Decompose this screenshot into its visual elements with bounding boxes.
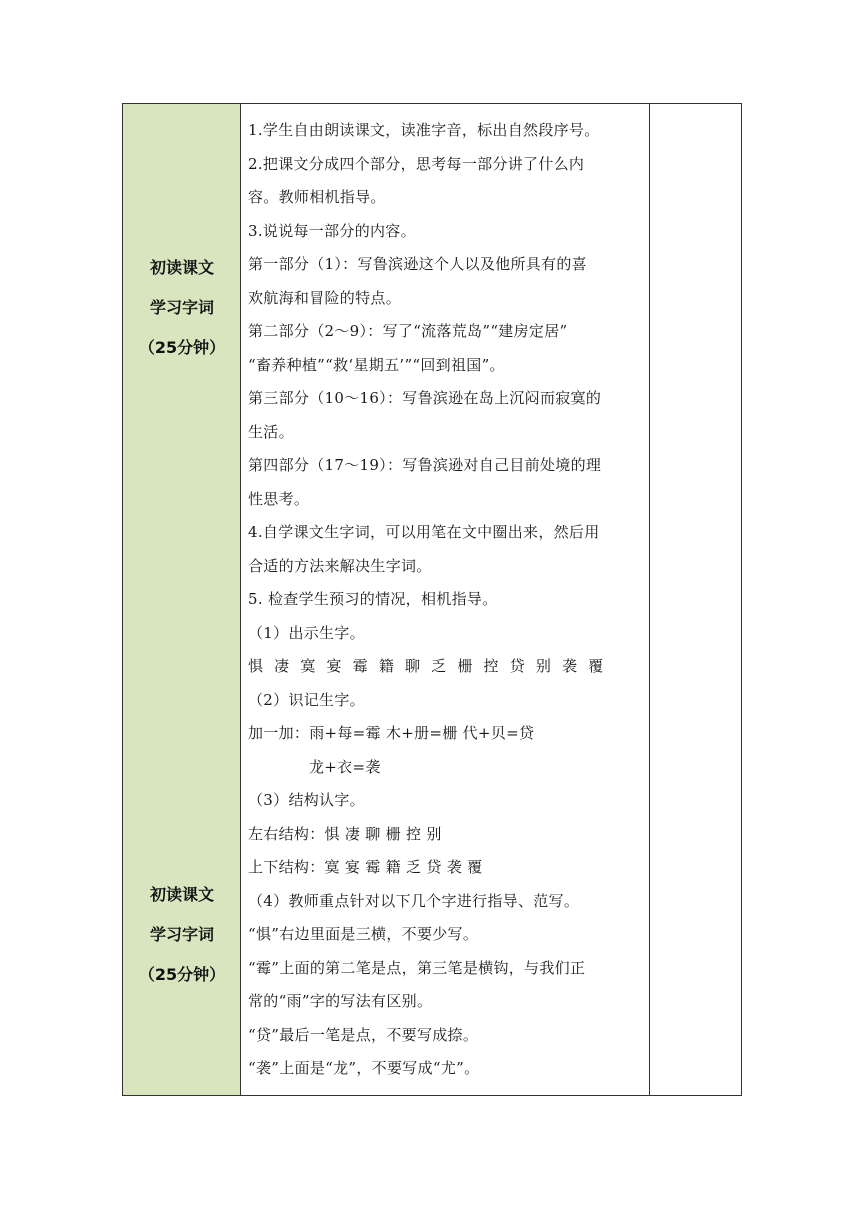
text-line: 常的“雨”字的写法有区别。 [248,992,433,1010]
text-line: “贷”最后一笔是点，不要写成捺。 [248,1025,479,1044]
text-line: 1.学生自由朗读课文，读准字音，标出自然段序号。 [248,121,600,139]
text-line: 第四部分（17～19）：写鲁滨逊对自己目前处境的理 [248,456,602,474]
text-line: （1）出示生字。 [248,623,365,642]
text-line: 第二部分（2～9）：写了“流落荒岛”“建房定居” [248,322,568,340]
text-line: 加一加：雨+每=霉 木+册=栅 代+贝=贷 [248,724,535,742]
text-line: 龙+衣=袭 [309,757,381,776]
text-line: 生活。 [248,422,294,441]
lesson-content [248,114,648,1086]
label-line-3: （25分钟） [138,965,226,984]
section-label-top [123,248,241,368]
text-line: “袭”上面是“龙”，不要写成“尤”。 [248,1059,480,1077]
text-line: 合适的方法来解决生字词。 [248,556,432,575]
label-line-2: 学习字词 [149,298,214,317]
text-line: 4.自学课文生字词，可以用笔在文中圈出来，然后用 [248,523,600,541]
text-line: “惧”右边里面是三横，不要少写。 [248,925,479,943]
text-line: （3）结构认字。 [248,791,365,809]
text-line: 左右结构：惧 凄 聊 栅 控 别 [248,824,442,843]
text-line: 上下结构：寞 宴 霉 籍 乏 贷 袭 覆 [248,858,483,876]
new-characters-line: 惧 凄 寞 宴 霉 籍 聊 乏 栅 控 贷 别 袭 覆 [248,657,607,675]
text-line: （4）教师重点针对以下几个字进行指导、范写。 [248,891,580,910]
text-line: 3.说说每一部分的内容。 [248,221,416,240]
notes-column-divider [649,104,651,1095]
label-line-2: 学习字词 [149,925,214,944]
text-line: 5. 检查学生预习的情况，相机指导。 [248,590,498,608]
text-line: 欢航海和冒险的特点。 [248,288,402,307]
text-line: 2.把课文分成四个部分，思考每一部分讲了什么内 [248,154,585,173]
text-line: 第三部分（10～16）：写鲁滨逊在岛上沉闷而寂寞的 [248,389,602,407]
text-line: “霉”上面的第二笔是点，第三笔是横钩，与我们正 [248,958,586,977]
label-line-1: 初读课文 [149,258,214,277]
text-line: （2）识记生字。 [248,690,365,709]
label-line-1: 初读课文 [149,885,214,904]
section-label-column [123,104,241,1095]
section-label-bottom [123,875,241,995]
text-line: “畜养种植”“救‘星期五’”“回到祖国”。 [248,355,505,374]
label-line-3: （25分钟） [138,338,226,357]
text-line: 性思考。 [248,489,310,508]
text-line: 容。教师相机指导。 [248,188,386,206]
text-line: 第一部分（1）：写鲁滨逊这个人以及他所具有的喜 [248,255,587,273]
